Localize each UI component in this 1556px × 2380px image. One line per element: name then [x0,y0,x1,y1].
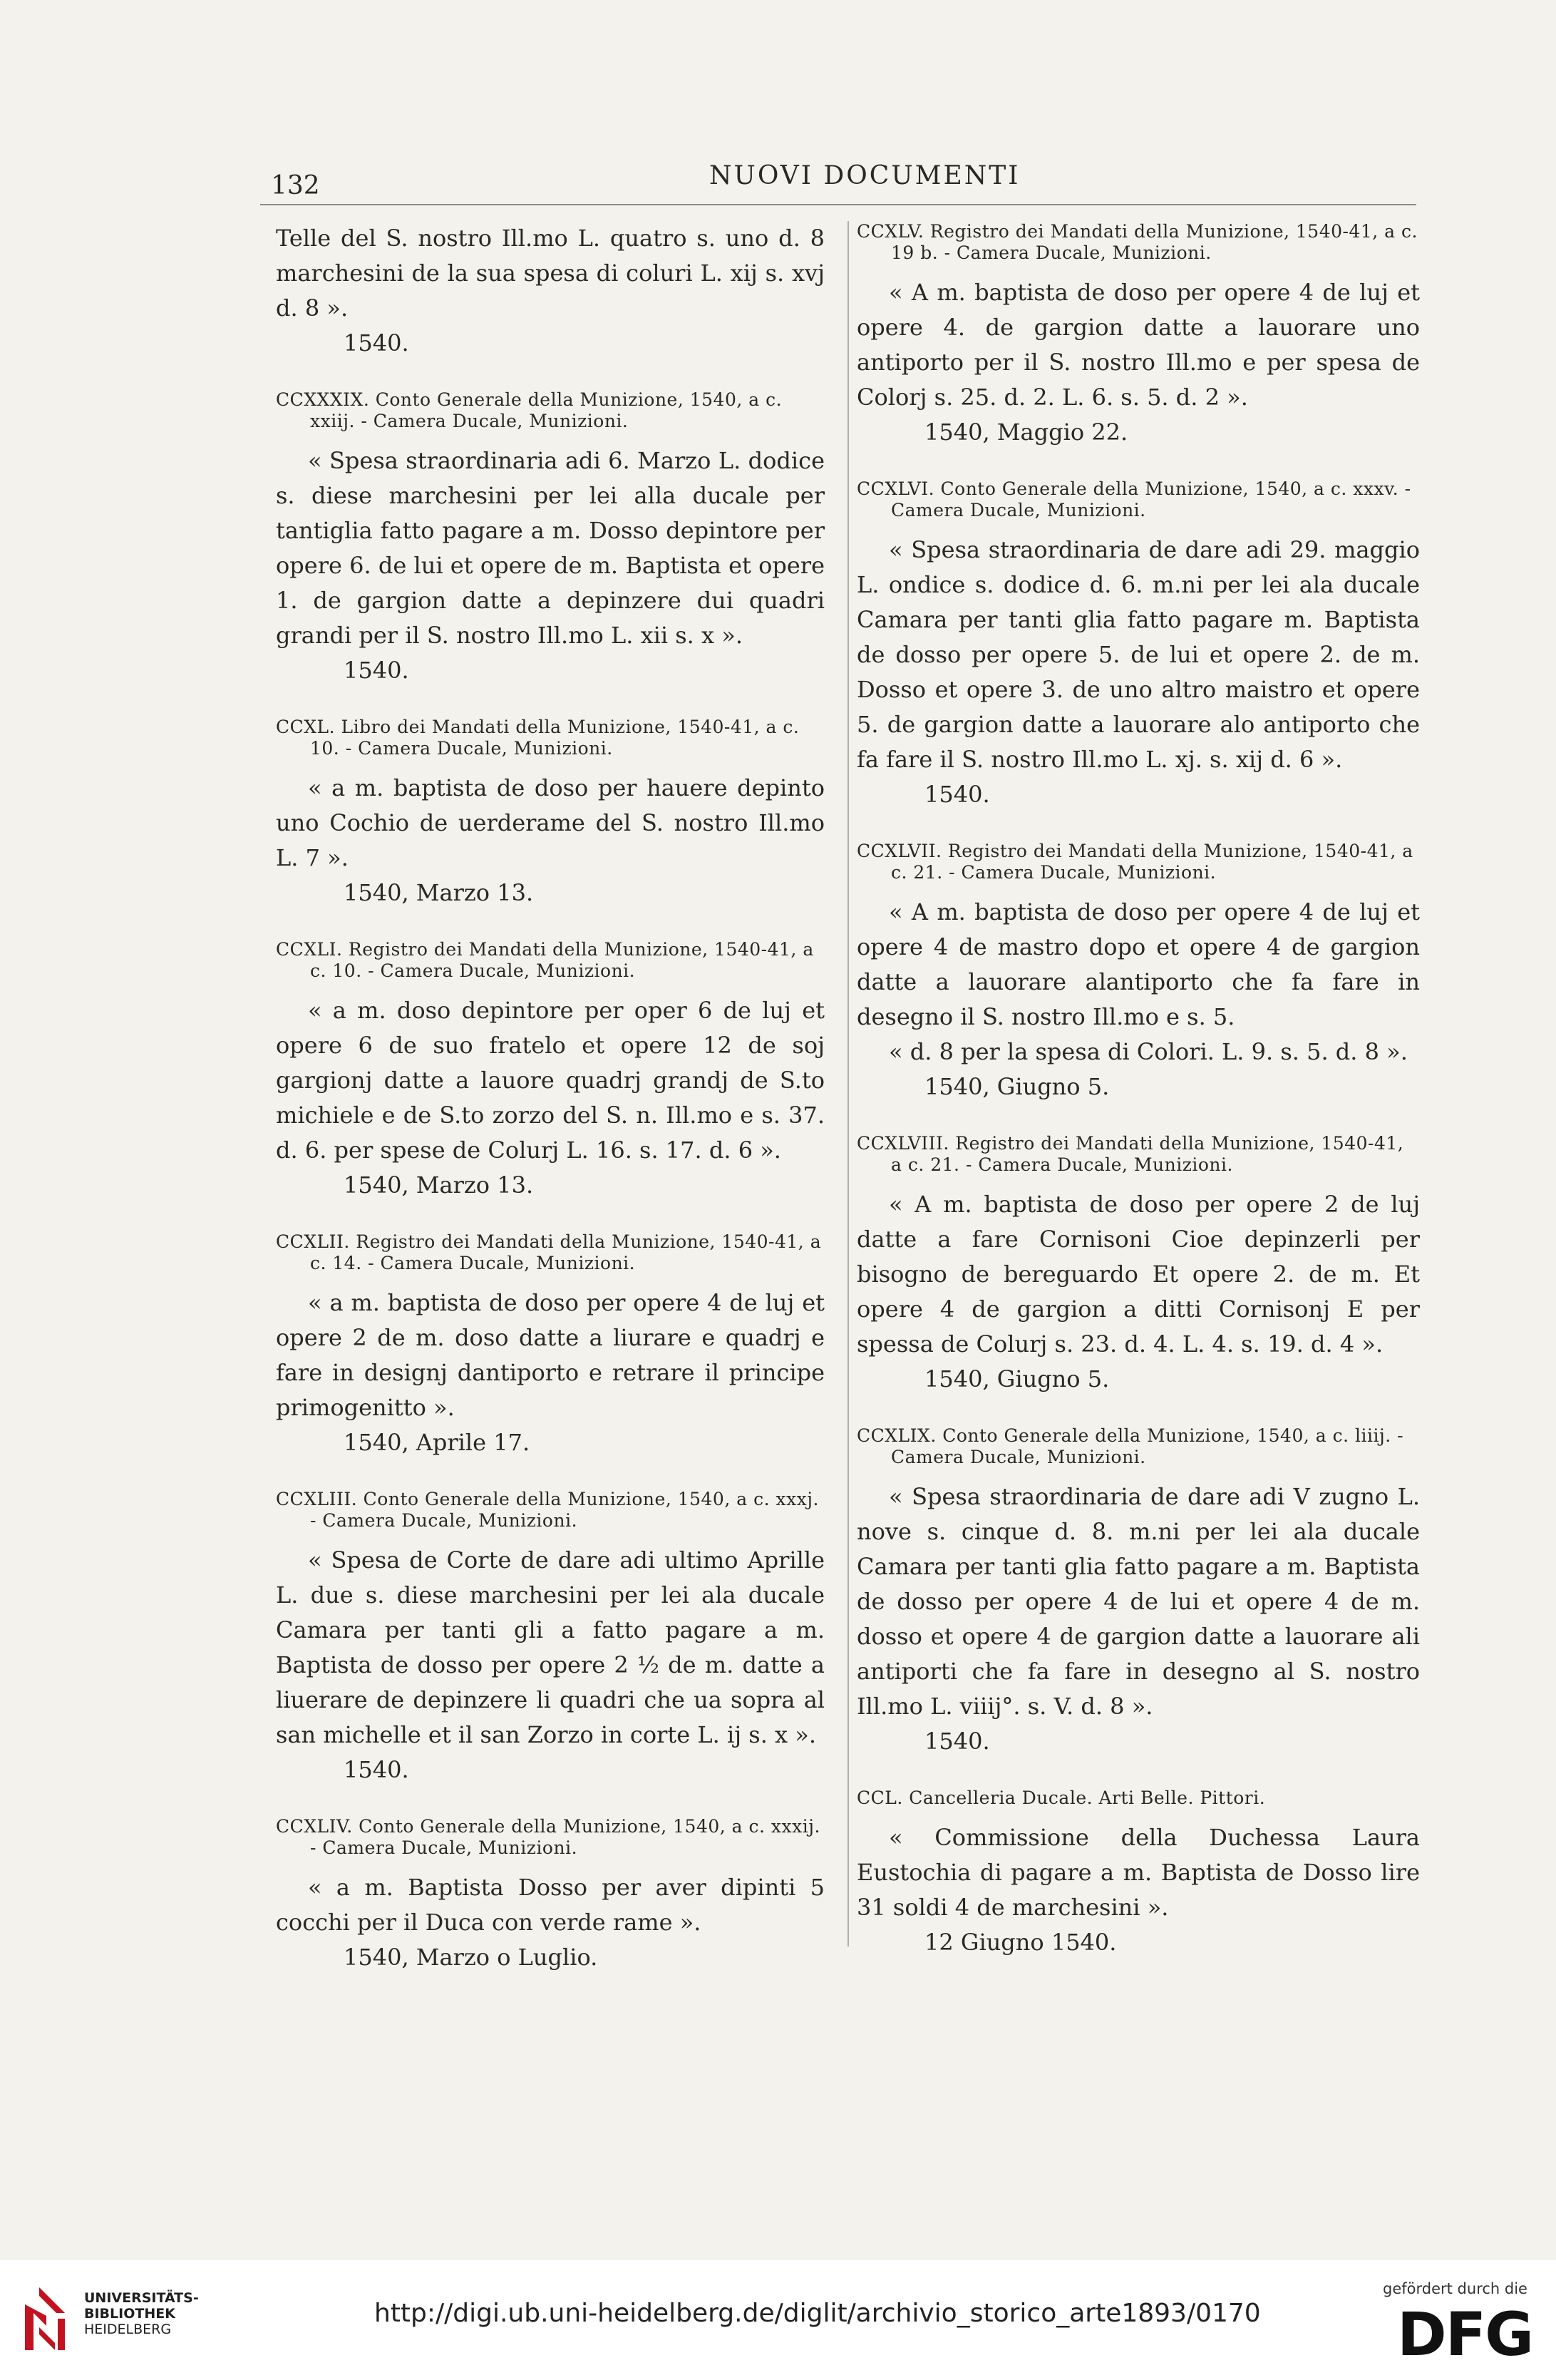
entry-date: 1540. [924,781,990,808]
right-column [857,221,1420,1989]
entry-heading: CCXLI. Registro dei Mandati della Munizione, 1540-41, a c. 10. - Camera Ducale, Munizioni. [276,939,814,981]
entry-body: Telle del S. nostro Ill.mo L. quatro s. uno d. 8 marchesini de la sua spesa di coluri L. xij s. xvj d. 8 ». [276,225,825,322]
entry-heading: CCXLIV. Conto Generale della Munizione, 1540, a c. xxxij. - Camera Ducale, Munizioni. [276,1816,820,1858]
entry-body: « a m. doso depintore per oper 6 de luj et opere 6 de suo fratelo et opere 12 de soj gargionj datte a lauore quadrj grandj de S.to michiele e de S.to zorzo del S. n. Ill.mo e s. 37. d. 6. per spese de Colurj L. 16. s. 17. d. 6 ». [276,997,825,1164]
entry-heading: CCXLIII. Conto Generale della Munizione, 1540, a c. xxxj. - Camera Ducale, Munizioni. [276,1489,819,1531]
entry-heading: CCXLV. Registro dei Mandati della Munizione, 1540-41, a c. 19 b. - Camera Ducale, Munizioni. [857,221,1418,263]
entry-date: 1540, Giugno 5. [924,1073,1110,1100]
entry-heading: CCXLVI. Conto Generale della Munizione, 1540, a c. xxxv. - Camera Ducale, Munizioni. [857,478,1411,520]
document-entry [857,841,1420,1104]
entry-date: 1540. [344,657,409,684]
entry-date: 1540. [924,1728,990,1755]
document-entry [857,1133,1420,1397]
entry-body: « Spesa de Corte de dare adi ultimo Aprille L. due s. diese marchesini per lei ala ducale Camara per tanti gli a fatto pagare a m. Baptista de dosso per opere 2 ½ de m. datte a liuerare de depinzere li quadri che ua sopra al san michelle et il san Zorzo in corte L. ij s. x ». [276,1547,825,1748]
entry-date: 12 Giugno 1540. [924,1929,1117,1956]
document-entry [276,389,825,688]
entry-body: « a m. Baptista Dosso per aver dipinti 5 cocchi per il Duca con verde rame ». [276,1874,825,1936]
entry-heading: CCXL. Libro dei Mandati della Munizione, 1540-41, a c. 10. - Camera Ducale, Munizioni. [276,717,800,759]
entry-heading: CCXLII. Registro dei Mandati della Munizione, 1540-41, a c. 14. - Camera Ducale, Munizioni. [276,1231,822,1273]
entry-date: 1540. [344,1756,409,1783]
funding-label: gefördert durch die [1383,2280,1527,2297]
library-name-line: HEIDELBERG [84,2322,172,2337]
document-entry [276,1231,825,1460]
document-entry [276,1816,825,1975]
document-entry [857,221,1420,450]
entry-date: 1540, Marzo 13. [344,1171,534,1199]
entry-body: « A m. baptista de doso per opere 4 de luj et opere 4. de gargion datte a lauorare uno antiporto per il S. nostro Ill.mo e per spesa de Colorj s. 25. d. 2. L. 6. s. 5. d. 2 ». [857,279,1420,411]
entry-body-continued: « d. 8 per la spesa di Colori. L. 9. s. 5. d. 8 ». [889,1038,1408,1065]
entry-date: 1540, Aprile 17. [344,1429,530,1456]
entry-date: 1540, Marzo o Luglio. [344,1944,598,1971]
viewer-footer [0,2260,1556,2380]
column-divider [847,221,849,1946]
document-entry [857,1425,1420,1759]
dfg-logo: DFG [1397,2299,1533,2369]
library-name-line: UNIVERSITÄTS- [84,2290,199,2306]
university-library-logo-icon [18,2284,69,2353]
entry-body: « Commissione della Duchessa Laura Eustochia di pagare a m. Baptista de Dosso lire 31 soldi 4 de marchesini ». [857,1824,1420,1921]
entry-heading: CCXLVIII. Registro dei Mandati della Munizione, 1540-41, a c. 21. - Camera Ducale, Munizioni. [857,1133,1404,1175]
entry-body: « A m. baptista de doso per opere 4 de luj et opere 4 de mastro dopo et opere 4 de gargion datte a lauorare alantiporto che fa fare in desegno il S. nostro Ill.mo e s. 5. [857,898,1420,1030]
entry-heading: CCL. Cancelleria Ducale. Arti Belle. Pittori. [857,1787,1266,1808]
entry-date: 1540, Maggio 22. [924,419,1128,446]
document-entry [276,1489,825,1787]
intro-entry [276,221,825,361]
entry-heading: CCXLIX. Conto Generale della Munizione, 1540, a c. liiij. - Camera Ducale, Munizioni. [857,1425,1404,1467]
entry-date: 1540. [344,329,409,357]
header-rule [260,204,1416,205]
library-name-line: BIBLIOTHEK [84,2306,175,2322]
entry-body: « Spesa straordinaria de dare adi V zugno L. nove s. cinque d. 8. m.ni per lei ala ducale Camara per tanti glia fatto pagare a m. Baptista de dosso per opere 4 de lui et opere 4 de m. dosso et opere 4 de gargion datte a lauorare ali antiporti che fa fare in desegno al S. nostro Ill.mo L. viiij°. s. V. d. 8 ». [857,1483,1420,1720]
running-head: NUOVI DOCUMENTI [709,161,1021,190]
document-entry [857,478,1420,812]
page-number: 132 [271,171,320,200]
entry-body: « a m. baptista de doso per opere 4 de luj et opere 2 de m. doso datte a liurare e quadrj e fare in designj dantiporto e retrare il principe primogenitto ». [276,1289,825,1421]
document-entry [857,1787,1420,1960]
document-entry [276,717,825,911]
entry-heading: CCXLVII. Registro dei Mandati della Munizione, 1540-41, a c. 21. - Camera Ducale, Munizioni. [857,841,1413,883]
permalink-url[interactable]: http://digi.ub.uni-heidelberg.de/diglit/archivio_storico_arte1893/0170 [374,2299,1261,2328]
document-entry [276,939,825,1203]
left-column [276,221,825,2004]
entry-body: « A m. baptista de doso per opere 2 de luj datte a fare Cornisoni Cioe depinzerli per bisogno de bereguardo Et opere 2. de m. Et opere 4 de gargion a ditti Cornisonj E per spessa de Colurj s. 23. d. 4. L. 4. s. 19. d. 4 ». [857,1191,1420,1358]
entry-body: « a m. baptista de doso per hauere depinto uno Cochio de uerderame del S. nostro Ill.mo L. 7 ». [276,774,825,871]
entry-body: « Spesa straordinaria de dare adi 29. maggio L. ondice s. dodice d. 6. m.ni per lei ala ducale Camara per tanti glia fatto pagare m. Baptista de dosso per opere 5. de lui et opere 2. de m. Dosso et opere 3. de uno altro maistro et opere 5. de gargion datte a lauorare alo antiporto che fa fare il S. nostro Ill.mo L. xj. s. xij d. 6 ». [857,536,1420,773]
entry-heading: CCXXXIX. Conto Generale della Munizione, 1540, a c. xxiij. - Camera Ducale, Munizioni. [276,389,783,431]
entry-body: « Spesa straordinaria adi 6. Marzo L. dodice s. diese marchesini per lei alla ducale per tantiglia fatto pagare a m. Dosso depintore per opere 6. de lui et opere de m. Baptista et opere 1. de gargion datte a depinzere dui quadri grandi per il S. nostro Ill.mo L. xii s. x ». [276,447,825,649]
library-name [84,2290,199,2337]
entry-date: 1540, Marzo 13. [344,879,534,906]
entry-date: 1540, Giugno 5. [924,1365,1110,1392]
